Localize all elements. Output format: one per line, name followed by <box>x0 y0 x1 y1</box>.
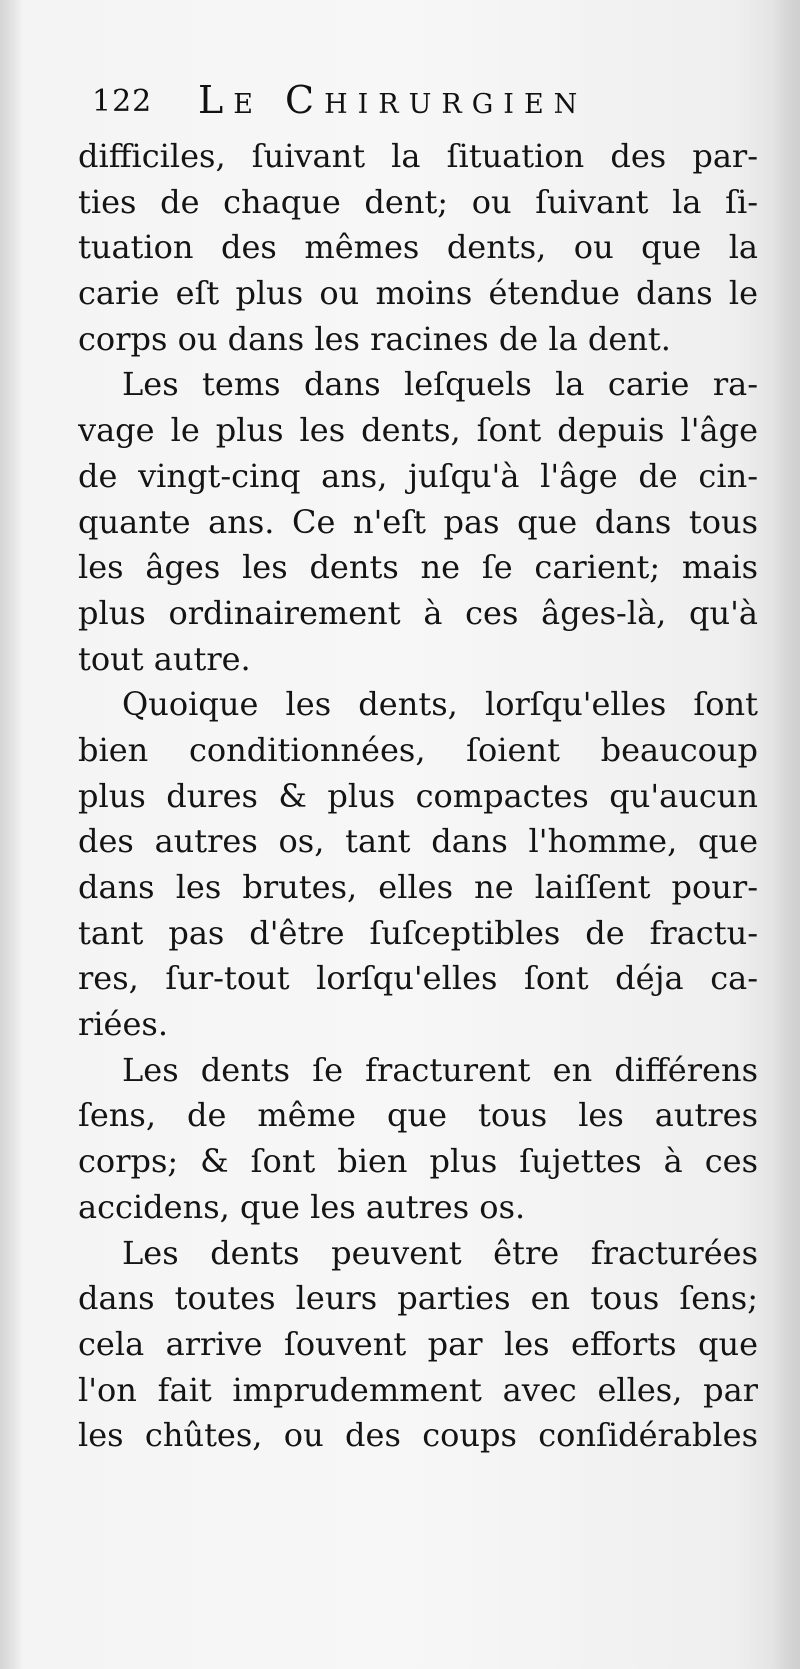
text-line: Les dents peuvent être fracturées <box>122 1233 758 1272</box>
text-line: bien conditionnées, ſoient beaucoup <box>78 730 758 769</box>
page-gutter-shadow <box>0 0 24 1669</box>
text-line: tout autre. <box>78 639 251 678</box>
text-line: tuation des mêmes dents, ou que la <box>78 228 758 267</box>
running-header <box>92 78 712 126</box>
text-line: carie eſt plus ou moins étendue dans le <box>78 274 758 313</box>
text-line: res, ſur-tout lorſqu'elles ſont déja ca- <box>78 959 758 998</box>
text-line: riées. <box>78 1005 168 1044</box>
text-line: plus ordinairement à ces âges-là, qu'à <box>78 593 758 632</box>
text-line: cela arrive ſouvent par les efforts que <box>78 1324 758 1363</box>
text-line: corps ou dans les racines de la dent. <box>78 319 671 358</box>
text-line: l'on fait imprudemment avec elles, par <box>78 1370 758 1409</box>
text-line: ſens, de même que tous les autres <box>78 1096 758 1135</box>
text-line: plus dures & plus compactes qu'aucun <box>78 776 758 815</box>
page-edge-shadow <box>772 0 800 1669</box>
text-line: dans toutes leurs parties en tous ſens; <box>78 1279 758 1318</box>
text-line: ties de chaque dent; ou ſuivant la ſi- <box>78 182 758 221</box>
text-line: Quoique les dents, lorſqu'elles ſont <box>122 685 758 724</box>
text-line: difficiles, ſuivant la ſituation des par- <box>78 137 758 175</box>
text-line: Les dents ſe fracturent en différens <box>122 1050 758 1089</box>
text-line: accidens, que les autres os. <box>78 1187 526 1226</box>
text-line: les chûtes, ou des coups conſidérables <box>78 1416 758 1455</box>
running-title: Le Chirurgien <box>198 78 588 122</box>
text-line: tant pas d'être ſuſceptibles de fractu- <box>78 913 758 952</box>
text-line: de vingt-cinq ans, juſqu'à l'âge de cin- <box>78 456 758 495</box>
text-line: des autres os, tant dans l'homme, que <box>78 822 758 861</box>
text-line: Les tems dans leſquels la carie ra- <box>122 365 758 404</box>
text-line: dans les brutes, elles ne laiſſent pour- <box>78 868 758 906</box>
page-number: 122 <box>92 84 153 119</box>
text-line: corps; & ſont bien plus ſujettes à ces <box>78 1142 758 1181</box>
text-line: vage le plus les dents, ſont depuis l'âge <box>78 411 758 450</box>
body-text <box>78 134 758 1459</box>
text-line: quante ans. Ce n'eſt pas que dans tous <box>78 502 758 541</box>
text-line: les âges les dents ne ſe carient; mais <box>78 548 758 587</box>
